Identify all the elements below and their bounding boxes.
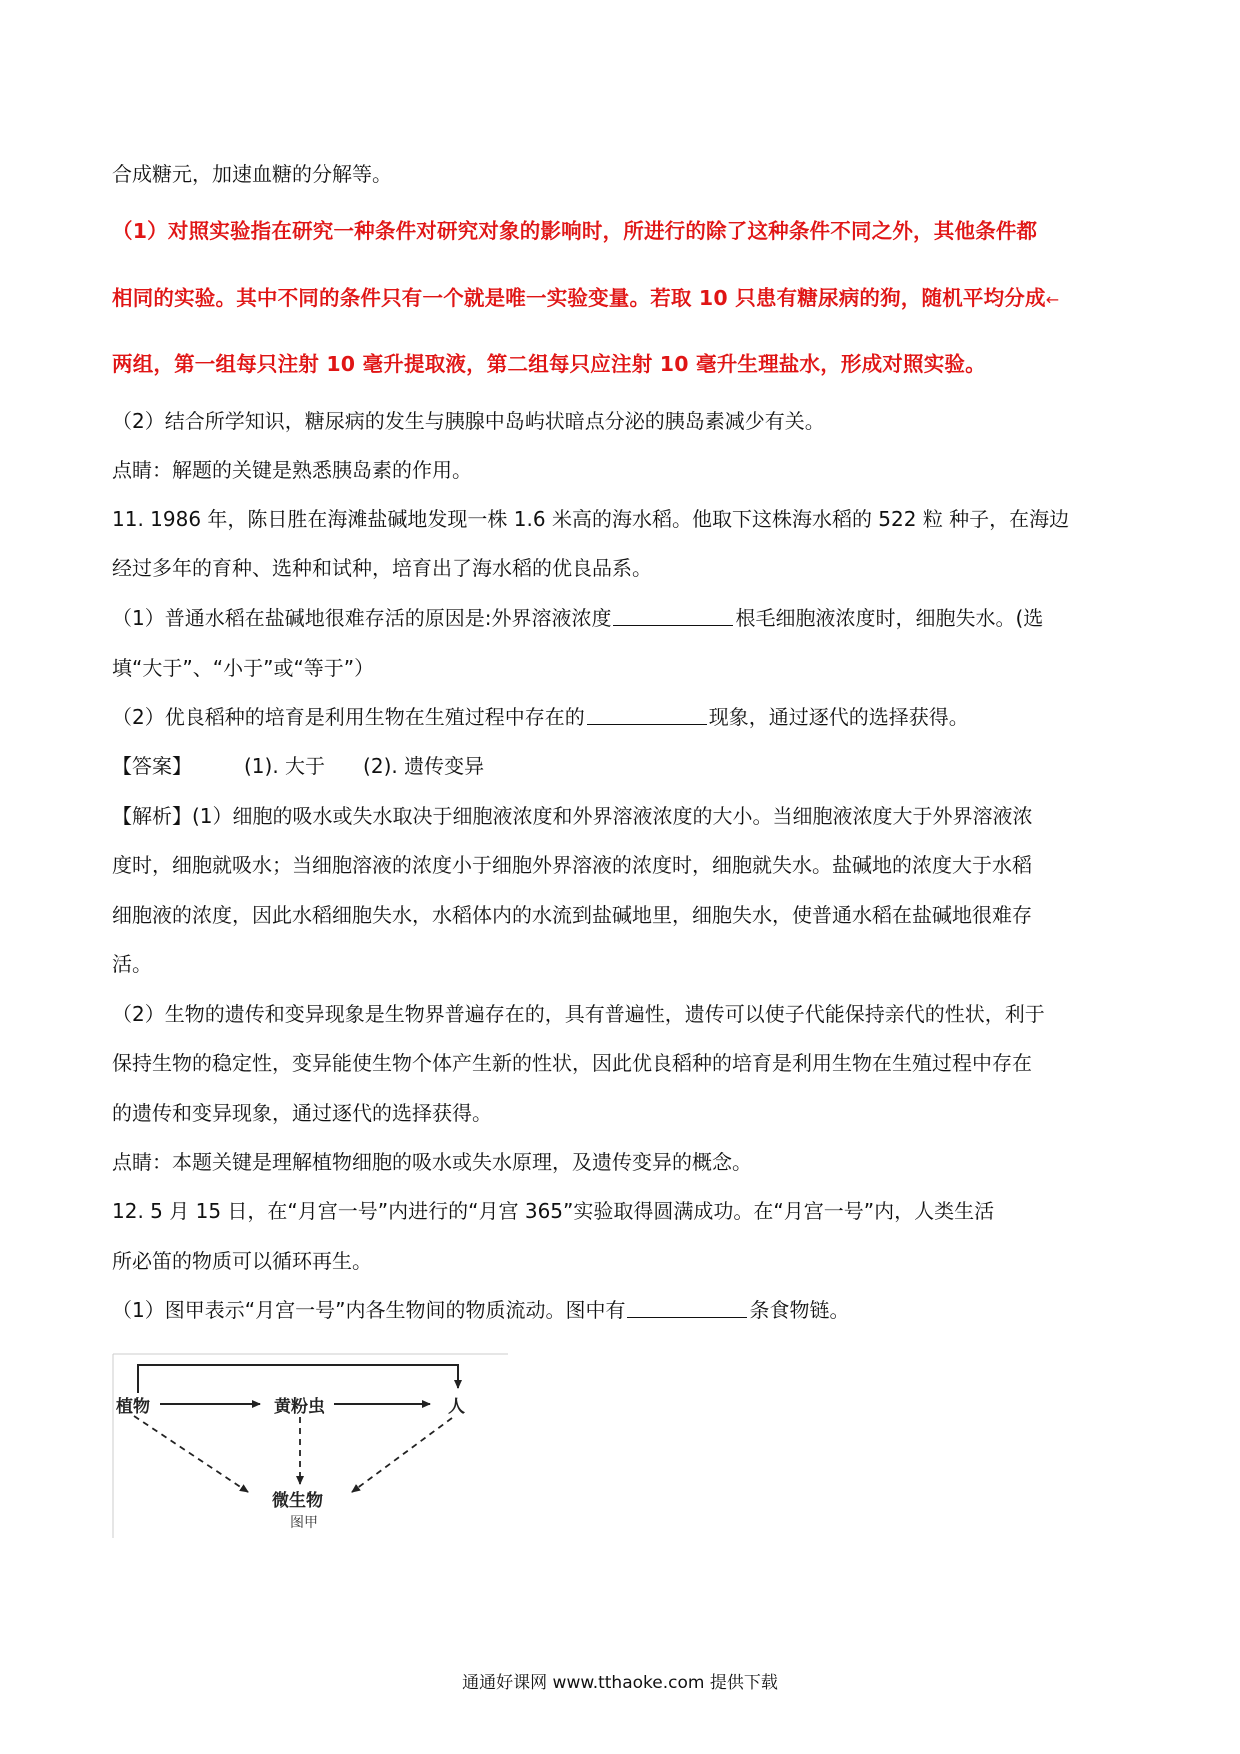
answer-blank[interactable] xyxy=(627,1299,747,1318)
food-web-figure xyxy=(112,1352,512,1538)
node-microbe: 微生物 xyxy=(272,1491,323,1511)
analysis-line-1: 【解析】(1）细胞的吸水或失水取决于细胞液浓度和外界溶液浓度的大小。当细胞液浓度大于外界溶液浓 xyxy=(112,804,1033,828)
analysis-line-4: 活。 xyxy=(112,952,152,976)
q11-p2-after: 现象，通过逐代的选择获得。 xyxy=(708,705,969,729)
question-11-part-2 xyxy=(112,703,969,731)
node-human: 人 xyxy=(448,1397,465,1417)
arrow-plant-to-microbe xyxy=(134,1416,248,1492)
arrow-human-to-microbe xyxy=(352,1418,452,1492)
question-12-part-1 xyxy=(112,1296,849,1324)
analysis-line-5: （2）生物的遗传和变异现象是生物界普遍存在的，具有普遍性，遗传可以使子代能保持亲代的性状，利于 xyxy=(112,1002,1045,1026)
figure-caption: 图甲 xyxy=(290,1515,318,1531)
analysis-line-7: 的遗传和变异现象，通过逐代的选择获得。 xyxy=(112,1101,492,1125)
question-11-line-1: 11. 1986 年，陈日胜在海滩盐碱地发现一株 1.6 米高的海水稻。他取下这株海水稻的 522 粒 种子，在海边 xyxy=(112,507,1070,531)
answer-label: 【答案】 xyxy=(112,754,192,778)
arrow-plant-to-human xyxy=(138,1365,458,1393)
page-footer: 通通好课网 www.tthaoke.com 提供下载 xyxy=(462,1673,778,1693)
question-11-part-1 xyxy=(112,604,1043,632)
highlight-line-2 xyxy=(112,284,1059,314)
q11-p2-before: （2）优良稻种的培育是利用生物在生殖过程中存在的 xyxy=(112,705,585,729)
question-12-line-1: 12. 5 月 15 日，在“月宫一号”内进行的“月宫 365”实验取得圆满成功。在“月宫一号”内，人类生活 xyxy=(112,1199,995,1223)
q12-p1-after: 条食物链。 xyxy=(749,1298,850,1322)
analysis-line-3: 细胞液的浓度，因此水稻细胞失水，水稻体内的水流到盐碱地里，细胞失水，使普通水稻在盐碱地很难存 xyxy=(112,903,1032,927)
q11-p1-after: 根毛细胞液浓度时，细胞失水。(选 xyxy=(735,606,1044,630)
answer-1: (1). 大于 xyxy=(244,754,326,778)
key-point-1: 点睛：解题的关键是熟悉胰岛素的作用。 xyxy=(112,458,472,482)
analysis-line-6: 保持生物的稳定性，变异能使生物个体产生新的性状，因此优良稻种的培育是利用生物在生殖过程中存在 xyxy=(112,1051,1032,1075)
analysis-line-2: 度时，细胞就吸水；当细胞溶液的浓度小于细胞外界溶液的浓度时，细胞就失水。盐碱地的浓度大于水稻 xyxy=(112,853,1032,877)
question-11-line-2: 经过多年的育种、选种和试种，培育出了海水稻的优良品系。 xyxy=(112,556,652,580)
key-point-2: 点睛：本题关键是理解植物细胞的吸水或失水原理，及遗传变异的概念。 xyxy=(112,1150,752,1174)
q11-p1-before: （1）普通水稻在盐碱地很难存活的原因是:外界溶液浓度 xyxy=(112,606,612,630)
question-11-part-1-cont: 填“大于”、“小于”或“等于”） xyxy=(112,656,375,680)
highlight-line-1: （1）对照实验指在研究一种条件对研究对象的影响时，所进行的除了这种条件不同之外，其他条件都 xyxy=(112,219,1038,243)
q12-p1-before: （1）图甲表示“月宫一号”内各生物间的物质流动。图中有 xyxy=(112,1298,626,1322)
return-arrow-icon: ← xyxy=(1045,290,1060,309)
highlight-line-2-text: 相同的实验。其中不同的条件只有一个就是唯一实验变量。若取 10 只患有糖尿病的狗，随机平均分成 xyxy=(112,286,1046,310)
node-plant: 植物 xyxy=(116,1397,150,1417)
answer-blank[interactable] xyxy=(587,706,707,725)
answer-line xyxy=(112,752,484,780)
highlight-line-3: 两组，第一组每只注射 10 毫升提取液，第二组每只应注射 10 毫升生理盐水，形成对照实验。 xyxy=(112,352,986,376)
text-line-1: 合成糖元，加速血糖的分解等。 xyxy=(112,162,392,186)
answer-2: (2). 遗传变异 xyxy=(363,754,485,778)
text-line-2: （2）结合所学知识，糖尿病的发生与胰腺中岛屿状暗点分泌的胰岛素减少有关。 xyxy=(112,409,825,433)
answer-blank[interactable] xyxy=(613,607,733,626)
question-12-line-2: 所必笛的物质可以循环再生。 xyxy=(112,1249,372,1273)
node-mealworm: 黄粉虫 xyxy=(274,1397,325,1417)
